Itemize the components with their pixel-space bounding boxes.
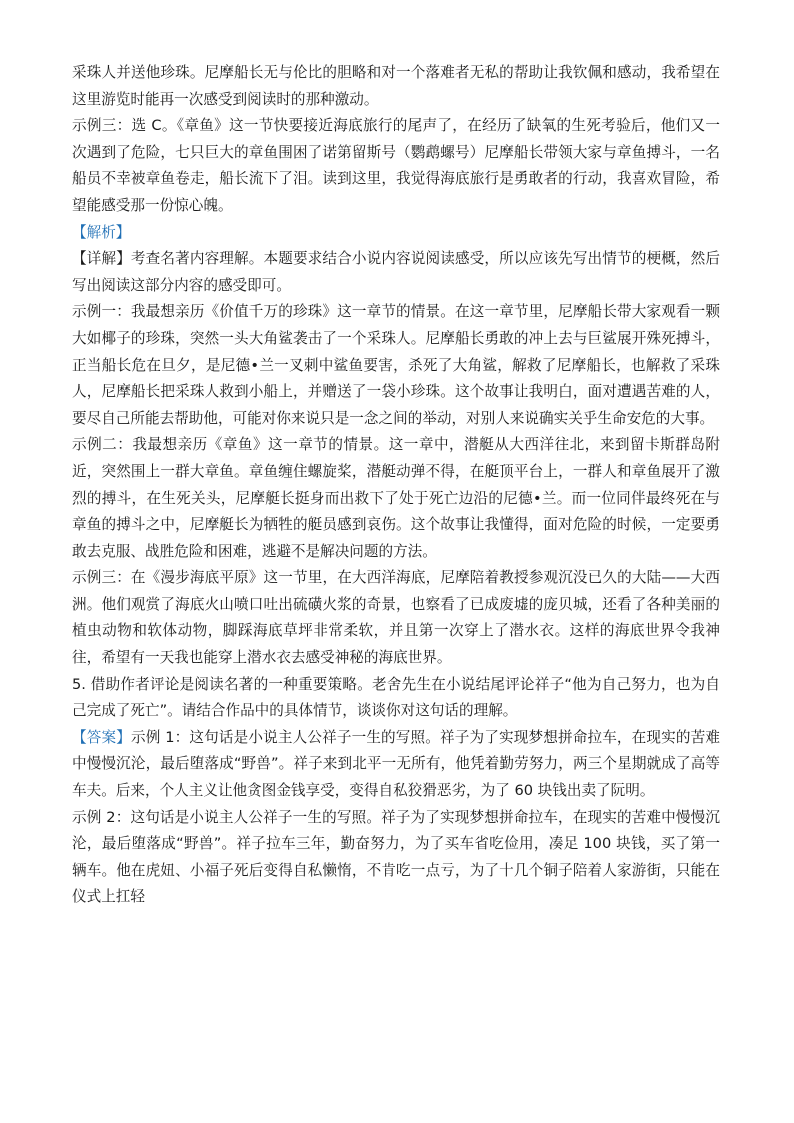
paragraph-example-three-octopus: 示例三：选 C。《章鱼》这一节快要接近海底旅行的尾声了，在经历了缺氧的生死考验后，他们又一次遇到了危险，七只巨大的章鱼围困了诺第留斯号（鹦鹉螺号）尼摩船长带领大家与章鱼搏斗，一名船员不幸被章鱼卷走，船长流下了泪。读到这里，我觉得海底旅行是勇敢者的行动，我喜欢冒险，希望能感受那一份惊心魄。 xyxy=(72,117,720,214)
question-five: 5. 借助作者评论是阅读名著的一种重要策略。老舍先生在小说结尾评论祥子“他为自己努力，也为自己完成了死亡”。请结合作品中的具体情节，谈谈你对这句话的理解。 xyxy=(72,675,720,720)
paragraph-example-two-octopus: 示例二：我最想亲历《章鱼》这一章节的情景。这一章中，潜艇从大西洋往北，来到留卡斯群岛附近，突然围上一群大章鱼。章鱼缠住螺旋桨，潜艇动弹不得，在艇顶平台上，一群人和章鱼展开了激烈的搏斗，在生死关头，尼摩艇长挺身而出救下了处于死亡边沿的尼德•兰。而一位同伴最终死在与章鱼的搏斗之中，尼摩艇长为牺牲的艇员感到哀伤。这个故事让我懂得，面对危险的时候，一定要勇敢去克服、战胜危险和困难，逃避不是解决问题的方法。 xyxy=(72,436,720,560)
answer-tag: 【答案】 xyxy=(72,728,131,746)
document-page xyxy=(72,60,720,911)
answer-example-two: 示例 2：这句话是小说主人公祥子一生的写照。祥子为了实现梦想拼命拉车，在现实的苦难中慢慢沉沦，最后堕落成“野兽”。祥子拉车三年，勤奋努力，为了买车省吃俭用，凑足 100 块钱，买了第一辆车。他在虎妞、小福子死后变得自私懒惰，不肯吃一点亏，为了十几个铜子陪着人家游街，只能在仪式上扛轻 xyxy=(72,808,720,906)
paragraph-example-three-plain: 示例三：在《漫步海底平原》这一节里，在大西洋海底，尼摩陪着教授参观沉没已久的大陆——大西洲。他们观赏了海底火山喷口吐出硫磺火浆的奇景，也察看了已成废墟的庞贝城，还看了各种美丽的植虫动物和软体动物，脚踩海底草坪非常柔软，并且第一次穿上了潜水衣。这样的海底世界令我神往，希望有一天我也能穿上潜水衣去感受神秘的海底世界。 xyxy=(72,569,720,667)
detail-text: 考查名著内容理解。本题要求结合小说内容说阅读感受，所以应该先写出情节的梗概，然后写出阅读这部分内容的感受即可。 xyxy=(72,250,720,294)
analysis-tag: 【解析】 xyxy=(72,223,131,241)
detail-tag: 【详解】 xyxy=(72,250,131,268)
paragraph-example-one-pearl: 示例一：我最想亲历《价值千万的珍珠》这一章节的情景。在这一章节里，尼摩船长带大家观看一颗大如椰子的珍珠，突然一头大角鲨袭击了一个采珠人。尼摩船长勇敢的冲上去与巨鲨展开殊死搏斗，正当船长危在旦夕，是尼德•兰一叉刺中鲨鱼要害，杀死了大角鲨，解救了尼摩船长，也解救了采珠人，尼摩船长把采珠人救到小船上，并赠送了一袋小珍珠。这个故事让我明白，面对遭遇苦难的人，要尽自己所能去帮助他，可能对你来说只是一念之间的举动，对别人来说确实关乎生命安危的大事。 xyxy=(72,303,720,427)
answer-example-one xyxy=(72,725,720,805)
analysis-heading xyxy=(72,220,720,247)
answer-example-one-text: 示例 1：这句话是小说主人公祥子一生的写照。祥子为了实现梦想拼命拉车，在现实的苦难中慢慢沉沦，最后堕落成“野兽”。祥子来到北平一无所有，他凭着勤劳努力，两三个星期就成了高等车夫。后来，个人主义让他贪图金钱享受，变得自私狡猾恶劣，为了 60 块钱出卖了阮明。 xyxy=(72,728,720,800)
paragraph-pearl-conclusion: 采珠人并送他珍珠。尼摩船长无与伦比的胆略和对一个落难者无私的帮助让我钦佩和感动，我希望在这里游览时能再一次感受到阅读时的那种激动。 xyxy=(72,64,720,108)
detailed-explanation xyxy=(72,246,720,299)
